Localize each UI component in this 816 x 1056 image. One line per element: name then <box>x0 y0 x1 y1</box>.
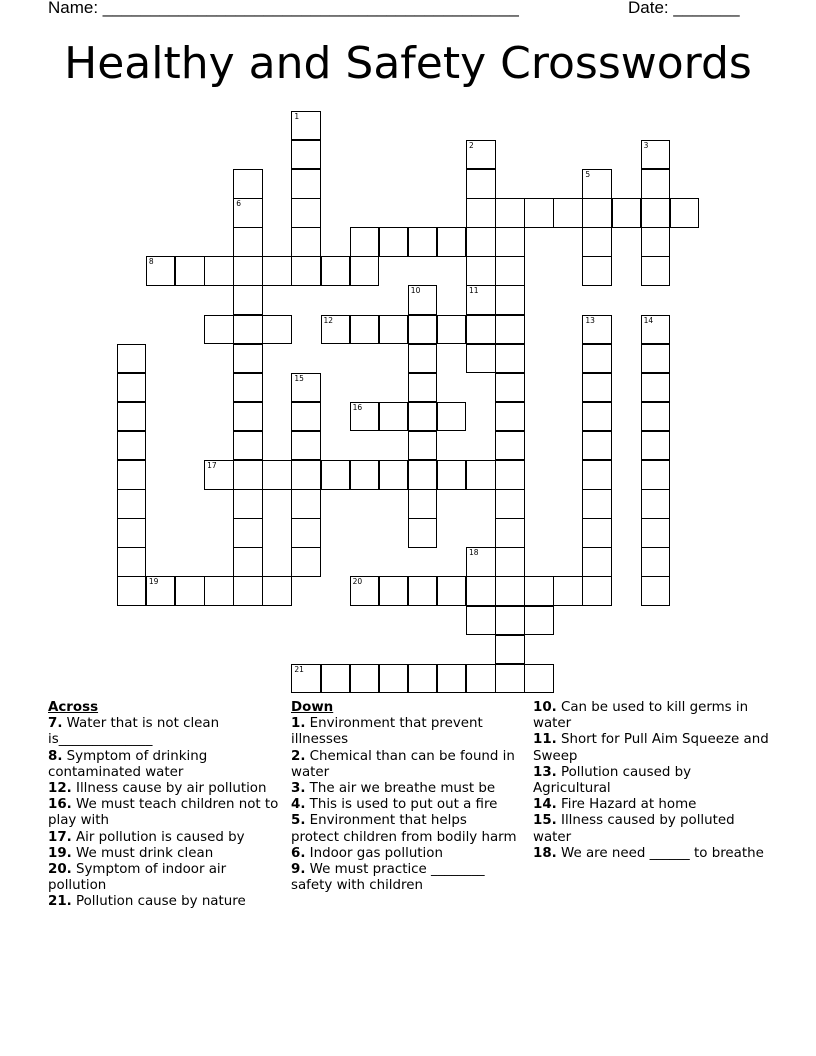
grid-cell[interactable] <box>291 518 321 548</box>
grid-cell[interactable] <box>350 402 380 432</box>
grid-cell[interactable] <box>495 402 525 432</box>
clue-number: 10 <box>410 286 421 296</box>
clue-item <box>291 716 519 748</box>
grid-cell[interactable] <box>437 402 467 432</box>
across-heading: Across <box>48 700 99 715</box>
clue-item <box>48 846 280 862</box>
grid-cell[interactable] <box>495 518 525 548</box>
clue-item-number: 11. <box>533 732 557 748</box>
grid-cell[interactable] <box>291 256 321 286</box>
grid-cell[interactable] <box>233 315 263 345</box>
clue-number: 16 <box>352 402 363 412</box>
clue-item-number: 13. <box>533 764 557 780</box>
grid-cell[interactable] <box>204 315 234 345</box>
grid-cell[interactable] <box>350 227 380 257</box>
clue-item-number: 6. <box>291 845 306 861</box>
clue-item-text: Pollution cause by nature <box>71 894 246 910</box>
grid-cell[interactable] <box>641 227 671 257</box>
grid-cell[interactable] <box>466 256 496 286</box>
grid-cell[interactable] <box>582 489 612 519</box>
clue-item-number: 19. <box>48 845 72 861</box>
grid-cell[interactable] <box>466 576 496 606</box>
grid-cell[interactable] <box>553 198 583 228</box>
grid-cell[interactable] <box>408 285 438 315</box>
grid-cell[interactable] <box>175 576 205 606</box>
clue-item-text: Indoor gas pollution <box>305 845 443 861</box>
clue-item-number: 2. <box>291 748 306 764</box>
down-clues-continued <box>533 700 769 862</box>
across-clues <box>48 700 280 911</box>
grid-cell[interactable] <box>641 489 671 519</box>
grid-cell[interactable] <box>233 373 263 403</box>
grid-cell[interactable] <box>582 315 612 345</box>
clue-item <box>291 846 519 862</box>
grid-cell[interactable] <box>466 285 496 315</box>
grid-cell[interactable] <box>582 402 612 432</box>
grid-cell[interactable] <box>641 315 671 345</box>
grid-cell[interactable] <box>291 547 321 577</box>
clue-item-number: 5. <box>291 813 306 829</box>
grid-cell[interactable] <box>524 198 554 228</box>
clue-item-number: 15. <box>533 813 557 829</box>
grid-cell[interactable] <box>233 431 263 461</box>
clue-item-text: Pollution caused by Agricultural <box>533 764 692 797</box>
clue-item-text: Symptom of drinking contaminated water <box>48 748 208 780</box>
grid-cell[interactable] <box>321 315 351 345</box>
grid-cell[interactable] <box>233 402 263 432</box>
grid-cell[interactable] <box>291 431 321 461</box>
clue-number: 17 <box>207 461 217 470</box>
clue-number: 14 <box>643 315 654 325</box>
grid-cell[interactable] <box>291 169 321 199</box>
grid-cell[interactable] <box>233 460 263 490</box>
grid-cell[interactable] <box>437 315 467 345</box>
grid-cell[interactable] <box>582 344 612 374</box>
grid-cell[interactable] <box>408 460 438 490</box>
grid-cell[interactable] <box>466 547 496 577</box>
grid-cell[interactable] <box>291 373 321 403</box>
clue-item <box>48 862 280 894</box>
grid-cell[interactable] <box>262 315 292 345</box>
grid-cell[interactable] <box>495 576 525 606</box>
grid-cell[interactable] <box>146 576 176 606</box>
grid-cell[interactable] <box>495 256 525 286</box>
grid-cell[interactable] <box>466 664 496 694</box>
grid-cell[interactable] <box>612 198 642 228</box>
grid-cell[interactable] <box>117 576 147 606</box>
clue-number: 6 <box>236 199 241 209</box>
grid-cell[interactable] <box>582 518 612 548</box>
grid-cell[interactable] <box>466 344 496 374</box>
clue-item-text: Can be used to kill germs in water <box>533 700 749 732</box>
grid-cell[interactable] <box>495 285 525 315</box>
clue-item-text: The air we breathe must be <box>305 781 496 797</box>
clue-number: 3 <box>643 140 649 150</box>
grid-cell[interactable] <box>291 227 321 257</box>
grid-cell[interactable] <box>408 315 438 345</box>
clue-item <box>291 813 519 845</box>
clue-item <box>48 797 280 829</box>
grid-cell[interactable] <box>321 256 351 286</box>
clue-item-text: We must drink clean <box>71 845 214 861</box>
clue-number: 19 <box>148 577 159 587</box>
grid-cell[interactable] <box>495 489 525 519</box>
grid-cell[interactable] <box>350 256 380 286</box>
clue-number: 11 <box>469 286 479 296</box>
grid-cell[interactable] <box>117 402 147 432</box>
grid-cell[interactable] <box>233 285 263 315</box>
grid-cell[interactable] <box>524 606 554 636</box>
clue-item-text: We must practice ________ safety with children <box>291 862 485 894</box>
grid-cell[interactable] <box>641 518 671 548</box>
clue-number: 5 <box>585 170 591 179</box>
grid-cell[interactable] <box>291 111 321 141</box>
clue-item-number: 14. <box>533 797 557 813</box>
grid-cell[interactable] <box>582 169 612 199</box>
name-field-label: Name: ____________________________________________ <box>48 0 519 17</box>
clue-item-number: 12. <box>48 781 72 797</box>
clue-item <box>533 732 769 764</box>
grid-cell[interactable] <box>641 198 671 228</box>
grid-cell[interactable] <box>495 373 525 403</box>
clue-item-text: This is used to put out a fire <box>305 797 498 813</box>
grid-cell[interactable] <box>582 373 612 403</box>
grid-cell[interactable] <box>175 256 205 286</box>
grid-cell[interactable] <box>117 518 147 548</box>
clue-item-text: We must teach children not to play with <box>48 797 279 829</box>
clue-number: 13 <box>585 315 595 325</box>
grid-cell[interactable] <box>437 576 467 606</box>
clue-number: 12 <box>323 315 334 325</box>
grid-cell[interactable] <box>350 664 380 694</box>
clue-item <box>291 749 519 781</box>
grid-cell[interactable] <box>408 518 438 548</box>
grid-cell[interactable] <box>408 227 438 257</box>
clue-item-text: We are need ______ to breathe <box>556 845 764 861</box>
clue-item <box>48 716 280 748</box>
grid-cell[interactable] <box>408 373 438 403</box>
grid-cell[interactable] <box>117 489 147 519</box>
grid-cell[interactable] <box>379 576 409 606</box>
down-clue-list-continued <box>533 700 769 862</box>
clue-item-number: 16. <box>48 797 72 813</box>
clue-item-text: Illness cause by air pollution <box>71 781 267 797</box>
grid-cell[interactable] <box>233 227 263 257</box>
grid-cell[interactable] <box>495 344 525 374</box>
grid-cell[interactable] <box>408 402 438 432</box>
grid-cell[interactable] <box>262 576 292 606</box>
grid-cell[interactable] <box>495 460 525 490</box>
grid-cell[interactable] <box>641 256 671 286</box>
grid-cell[interactable] <box>408 431 438 461</box>
across-clue-list <box>48 716 280 910</box>
grid-cell[interactable] <box>321 460 351 490</box>
clue-item-number: 7. <box>48 716 63 732</box>
grid-cell[interactable] <box>495 198 525 228</box>
grid-cell[interactable] <box>233 344 263 374</box>
clue-item <box>533 765 769 797</box>
date-field-label: Date: _______ <box>628 0 740 17</box>
grid-cell[interactable] <box>204 576 234 606</box>
grid-cell[interactable] <box>641 431 671 461</box>
grid-cell[interactable] <box>582 547 612 577</box>
grid-cell[interactable] <box>291 664 321 694</box>
grid-cell[interactable] <box>495 547 525 577</box>
clue-item <box>291 797 519 813</box>
grid-cell[interactable] <box>582 460 612 490</box>
clue-number: 15 <box>294 373 304 383</box>
grid-cell[interactable] <box>641 460 671 490</box>
clue-item-text: Environment that helps protect children from bodily harm <box>291 813 517 845</box>
grid-cell[interactable] <box>437 460 467 490</box>
grid-cell[interactable] <box>408 344 438 374</box>
clue-number: 8 <box>148 257 154 267</box>
grid-cell[interactable] <box>379 664 409 694</box>
grid-cell[interactable] <box>408 576 438 606</box>
clue-item-text: Air pollution is caused by <box>71 829 245 845</box>
grid-cell[interactable] <box>291 140 321 170</box>
clue-item <box>533 813 769 845</box>
grid-cell[interactable] <box>495 606 525 636</box>
grid-cell[interactable] <box>495 227 525 257</box>
grid-cell[interactable] <box>408 489 438 519</box>
grid-cell[interactable] <box>350 460 380 490</box>
grid-cell[interactable] <box>495 635 525 665</box>
grid-cell[interactable] <box>466 315 496 345</box>
grid-cell[interactable] <box>379 460 409 490</box>
grid-cell[interactable] <box>204 256 234 286</box>
grid-cell[interactable] <box>233 547 263 577</box>
grid-cell[interactable] <box>117 431 147 461</box>
clue-item <box>48 894 280 910</box>
clue-item-number: 4. <box>291 797 306 813</box>
down-clues <box>291 700 519 894</box>
grid-cell[interactable] <box>291 402 321 432</box>
grid-cell[interactable] <box>495 431 525 461</box>
grid-cell[interactable] <box>641 344 671 374</box>
grid-cell[interactable] <box>233 576 263 606</box>
clue-item-text: Chemical than can be found in water <box>291 748 515 780</box>
grid-cell[interactable] <box>641 547 671 577</box>
grid-cell[interactable] <box>350 576 380 606</box>
clue-item-number: 17. <box>48 829 72 845</box>
down-heading: Down <box>291 700 334 715</box>
clue-item-text: Short for Pull Aim Squeeze and Sweep <box>533 732 769 764</box>
grid-cell[interactable] <box>291 198 321 228</box>
clue-item-text: Symptom of indoor air pollution <box>48 862 227 894</box>
clue-item <box>291 862 519 894</box>
clue-number: 1 <box>294 111 300 121</box>
clue-item-text: Illness caused by polluted water <box>533 813 735 845</box>
grid-cell[interactable] <box>553 576 583 606</box>
grid-cell[interactable] <box>641 402 671 432</box>
grid-cell[interactable] <box>641 140 671 170</box>
grid-cell[interactable] <box>524 576 554 606</box>
clue-number: 21 <box>294 664 304 674</box>
grid-cell[interactable] <box>233 256 263 286</box>
grid-cell[interactable] <box>146 256 176 286</box>
clue-item <box>48 749 280 781</box>
clue-item-text: Fire Hazard at home <box>556 797 697 813</box>
grid-cell[interactable] <box>233 518 263 548</box>
grid-cell[interactable] <box>524 664 554 694</box>
grid-cell[interactable] <box>466 140 496 170</box>
grid-cell[interactable] <box>379 227 409 257</box>
clue-item-number: 8. <box>48 748 63 764</box>
down-clue-list <box>291 716 519 894</box>
grid-cell[interactable] <box>233 169 263 199</box>
clue-item-number: 3. <box>291 781 306 797</box>
clue-number: 2 <box>469 140 474 150</box>
clue-item <box>48 781 280 797</box>
grid-cell[interactable] <box>466 460 496 490</box>
clue-item-number: 1. <box>291 716 306 732</box>
grid-cell[interactable] <box>466 198 496 228</box>
grid-cell[interactable] <box>204 460 234 490</box>
grid-cell[interactable] <box>582 576 612 606</box>
grid-cell[interactable] <box>262 460 292 490</box>
grid-cell[interactable] <box>582 431 612 461</box>
grid-cell[interactable] <box>291 489 321 519</box>
grid-cell[interactable] <box>466 606 496 636</box>
grid-cell[interactable] <box>233 198 263 228</box>
grid-cell[interactable] <box>437 664 467 694</box>
clue-item-number: 18. <box>533 845 557 861</box>
grid-cell[interactable] <box>495 664 525 694</box>
grid-cell[interactable] <box>641 373 671 403</box>
grid-cell[interactable] <box>291 460 321 490</box>
grid-cell[interactable] <box>582 227 612 257</box>
grid-cell[interactable] <box>233 489 263 519</box>
grid-cell[interactable] <box>437 227 467 257</box>
grid-cell[interactable] <box>582 198 612 228</box>
grid-cell[interactable] <box>641 169 671 199</box>
grid-cell[interactable] <box>582 256 612 286</box>
grid-cell[interactable] <box>321 664 351 694</box>
clue-number: 20 <box>352 577 363 587</box>
clue-item-text: Environment that prevent illnesses <box>291 716 483 748</box>
clue-item-number: 20. <box>48 862 72 878</box>
clue-number: 18 <box>469 548 479 558</box>
clue-item <box>533 846 769 862</box>
grid-cell[interactable] <box>117 344 147 374</box>
clue-item-text: Water that is not clean is______________ <box>48 716 220 748</box>
grid-cell[interactable] <box>466 169 496 199</box>
clue-item-number: 10. <box>533 700 557 715</box>
grid-cell[interactable] <box>670 198 700 228</box>
grid-cell[interactable] <box>262 256 292 286</box>
grid-cell[interactable] <box>350 315 380 345</box>
grid-cell[interactable] <box>408 664 438 694</box>
grid-cell[interactable] <box>379 315 409 345</box>
grid-cell[interactable] <box>117 373 147 403</box>
page-title: Healthy and Safety Crosswords <box>64 38 752 89</box>
grid-cell[interactable] <box>495 315 525 345</box>
grid-cell[interactable] <box>117 547 147 577</box>
clue-item <box>291 781 519 797</box>
grid-cell[interactable] <box>641 576 671 606</box>
clue-item-number: 9. <box>291 862 306 878</box>
grid-cell[interactable] <box>379 402 409 432</box>
clue-item <box>533 797 769 813</box>
clue-item <box>48 830 280 846</box>
clue-item-number: 21. <box>48 894 72 910</box>
grid-cell[interactable] <box>466 227 496 257</box>
clue-item <box>533 700 769 732</box>
grid-cell[interactable] <box>117 460 147 490</box>
